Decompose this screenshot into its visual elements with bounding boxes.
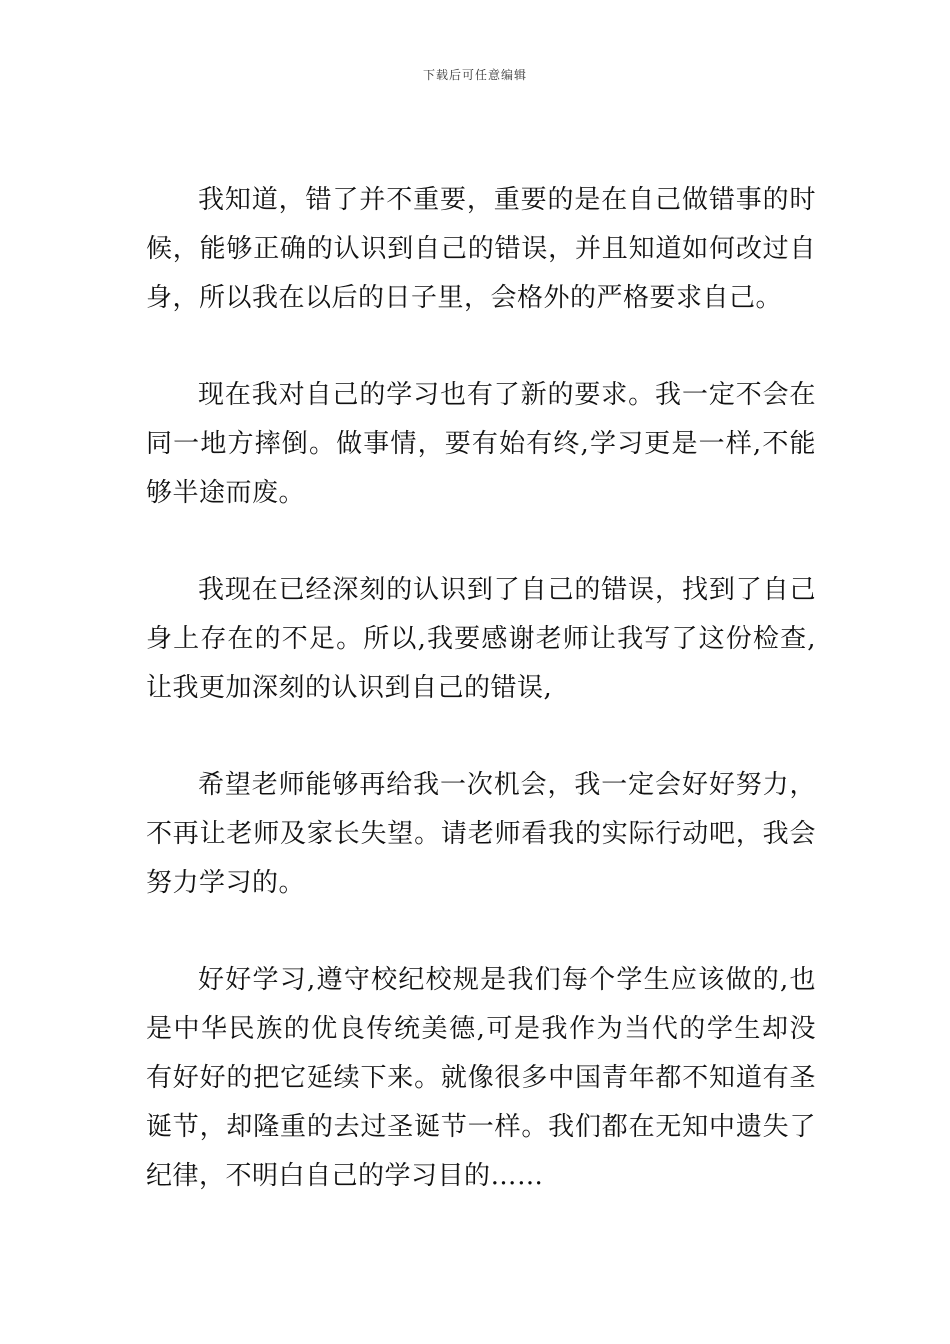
paragraph-1: 我知道，错了并不重要，重要的是在自己做错事的时候，能够正确的认识到自己的错误，并且知道如何改过自身，所以我在以后的日子里，会格外的严格要求自己。 (146, 185, 816, 313)
paragraph-5: 好好学习,遵守校纪校规是我们每个学生应该做的,也是中华民族的优良传统美德,可是我作为当代的学生却没有好好的把它延续下来。就像很多中国青年都不知道有圣诞节，却隆重的去过圣诞节一样。我们都在无知中遗失了纪律，不明白自己的学习目的…… (146, 965, 816, 1191)
document-body (146, 176, 816, 1249)
paragraph-4: 希望老师能够再给我一次机会，我一定会好好努力，不再让老师及家长失望。请老师看我的实际行动吧，我会努力学习的。 (146, 770, 816, 898)
paragraph-2: 现在我对自己的学习也有了新的要求。我一定不会在同一地方摔倒。做事情，要有始有终,学习更是一样,不能够半途而废。 (146, 380, 816, 508)
header-note: 下载后可任意编辑 (422, 68, 527, 82)
paragraph-3: 我现在已经深刻的认识到了自己的错误，找到了自己身上存在的不足。所以,我要感谢老师让我写了这份检查,让我更加深刻的认识到自己的错误, (146, 575, 816, 703)
